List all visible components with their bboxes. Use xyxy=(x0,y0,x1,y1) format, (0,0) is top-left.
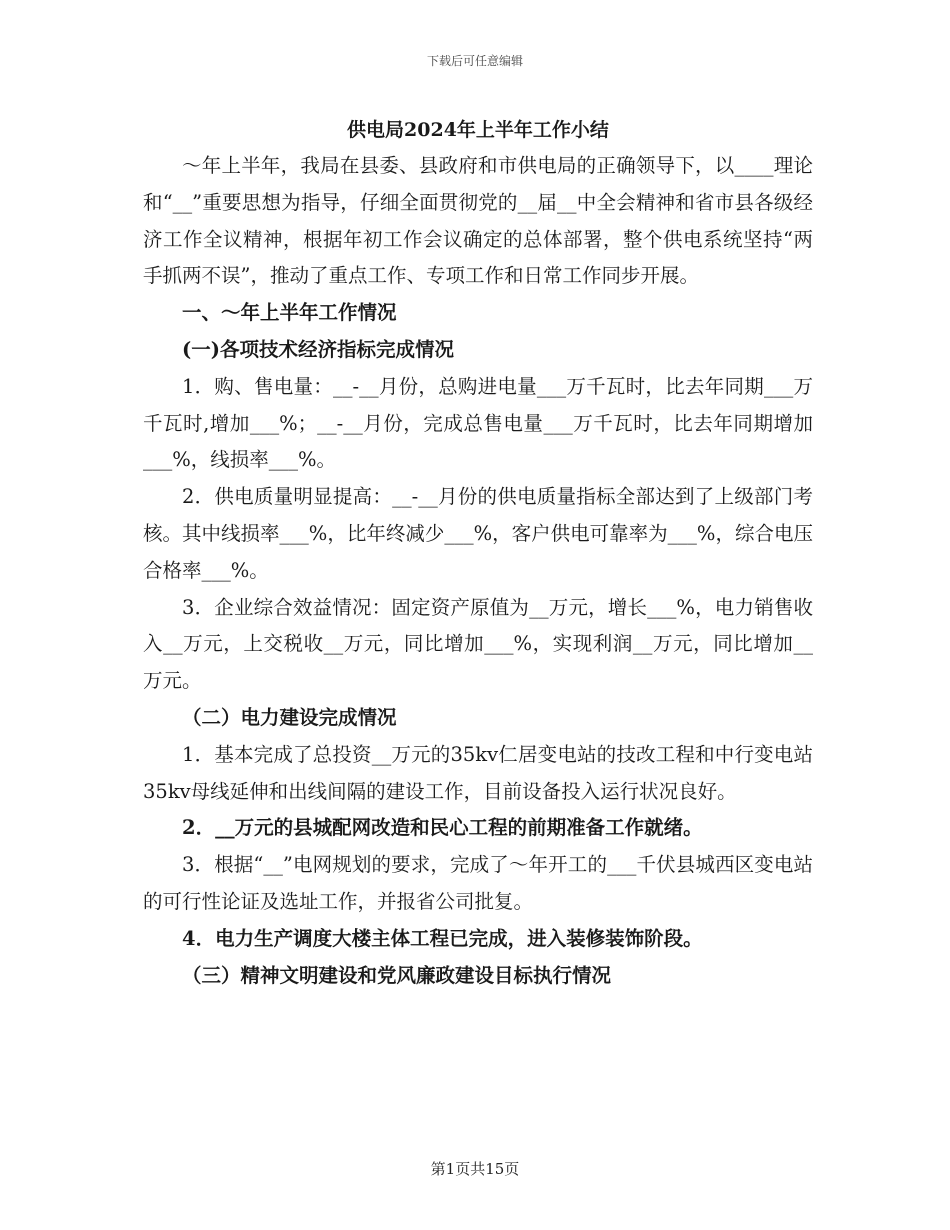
subsection-heading-3: （三）精神文明建设和党风廉政建设目标执行情况 xyxy=(182,963,612,987)
intro-paragraph: ～年上半年，我局在县委、县政府和市供电局的正确领导下，以____理论和“__”重要思想为指导，仔细全面贯彻党的__届__中全会精神和省市县各级经济工作全议精神，根据年初工作会议确定的总体部署，整个供电系统坚持“两手抓两不误”，推动了重点工作、专项工作和日常工作同步开展。 xyxy=(143,154,813,288)
list-item: 3．企业综合效益情况：固定资产原值为__万元，增长___%，电力销售收入__万元，上交税收__万元，同比增加___%，实现利润__万元，同比增加__万元。 xyxy=(143,595,813,693)
list-item: 4．电力生产调度大楼主体工程已完成，进入装修装饰阶段。 xyxy=(182,926,703,950)
list-item: 2．__万元的县城配网改造和民心工程的前期准备工作就绪。 xyxy=(182,816,703,840)
page-header-note: 下载后可任意编辑 xyxy=(426,54,523,68)
document-body xyxy=(143,112,813,994)
list-item: 3．根据“__”电网规划的要求，完成了～年开工的___千伏县城西区变电站的可行性论证及选址工作，并报省公司批复。 xyxy=(143,853,813,913)
list-item: 2．供电质量明显提高：__-__月份的供电质量指标全部达到了上级部门考核。其中线损率___%，比年终减少___%，客户供电可靠率为___%，综合电压合格率___%。 xyxy=(143,485,813,582)
subsection-heading-2: （二）电力建设完成情况 xyxy=(182,705,397,729)
section-heading-1: 一、～年上半年工作情况 xyxy=(182,301,397,325)
list-item: 1．购、售电量：__-__月份，总购进电量___万千瓦时，比去年同期___万千瓦时,增加___%；__-__月份，完成总售电量___万千瓦时，比去年同期增加___%，线损率___%。 xyxy=(143,374,813,472)
subsection-heading-1: (一)各项技术经济指标完成情况 xyxy=(182,337,454,361)
page-number: 第1页共15页 xyxy=(430,1160,520,1178)
list-item: 1．基本完成了总投资__万元的35kv仁居变电站的技改工程和中行变电站35kv母线延伸和出线间隔的建设工作，目前设备投入运行状况良好。 xyxy=(143,742,813,803)
document-title: 供电局2024年上半年工作小结 xyxy=(347,119,609,141)
